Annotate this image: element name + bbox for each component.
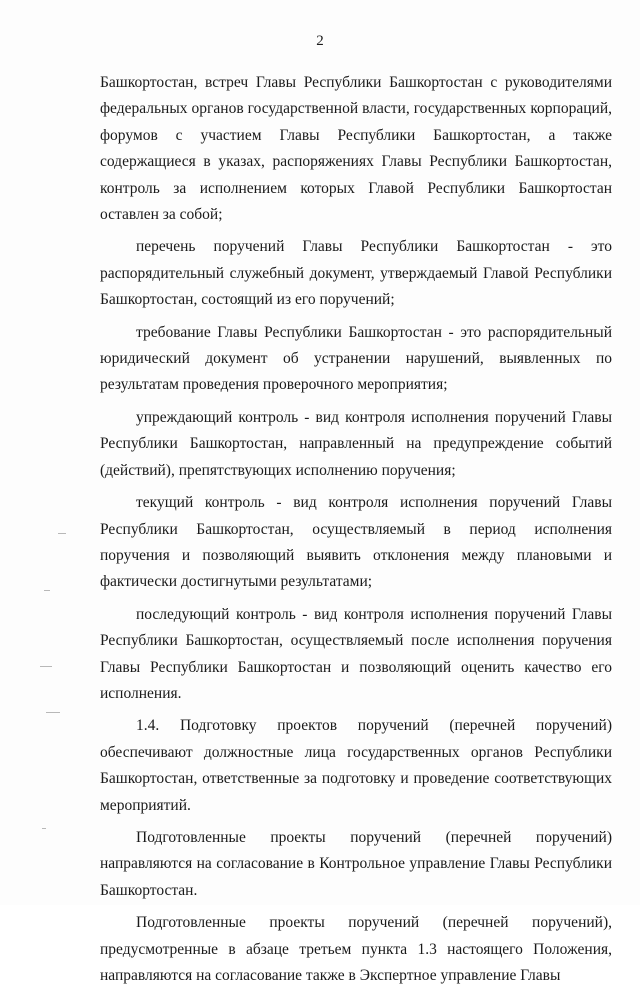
paragraph-continuation: Башкортостан, встреч Главы Республики Башкортостан с руководителями федеральных органов государственной власти, государственных корпораций, форумов с участием Главы Республики Башкортостан, а также содержащиеся в указах, распоряжениях Главы Республики Башкортостан, контроль за исполнением которых Главой Республики Башкортостан оставлен за собой; (100, 74, 612, 224)
paragraph-draft-approval: Подготовленные проекты поручений (перечней поручений) направляются на согласование в Контрольное управление Главы Республики Башкортостан. (100, 828, 612, 899)
scan-speck (58, 533, 66, 534)
scan-speck (46, 712, 60, 713)
paragraph-definition-preventive-control: упреждающий контроль - вид контроля исполнения поручений Главы Республики Башкортостан, направленный на предупреждение событий (действий), препятствующих исполнению поручения; (100, 408, 612, 479)
paragraph-draft-expert-approval: Подготовленные проекты поручений (перечней поручений), предусмотренные в абзаце третьем пункта 1.3 настоящего Положения, направляются на согласование также в Экспертное управление Главы (100, 914, 612, 984)
paragraph-section-1-4: 1.4. Подготовку проектов поручений (перечней поручений) обеспечивают должностные лица государственных органов Республики Башкортостан, ответственные за подготовку и проведение соответствующих мероприятий. (100, 717, 612, 814)
paragraph-definition-list-of-instructions: перечень поручений Главы Республики Башкортостан - это распорядительный служебный документ, утверждаемый Главой Республики Башкортостан, состоящий из его поручений; (100, 238, 612, 309)
document-body (100, 70, 612, 989)
paragraph-definition-requirement: требование Главы Республики Башкортостан - это распорядительный юридический документ об устранении нарушений, выявленных по результатам проведения проверочного мероприятия; (100, 323, 612, 394)
scan-speck (44, 590, 50, 591)
scan-speck (42, 828, 46, 829)
scan-speck (40, 666, 52, 667)
page-number: 2 (316, 33, 324, 49)
paragraph-definition-subsequent-control: последующий контроль - вид контроля исполнения поручений Главы Республики Башкортостан, осуществляемый после исполнения поручения Главы Республики Башкортостан и позволяющий оценить качество его исполнения. (100, 605, 612, 702)
paragraph-definition-current-control: текущий контроль - вид контроля исполнения поручений Главы Республики Башкортостан, осуществляемый в период исполнения поручения и позволяющий выявить отклонения между плановыми и фактически достигнутыми результатами; (100, 494, 612, 591)
